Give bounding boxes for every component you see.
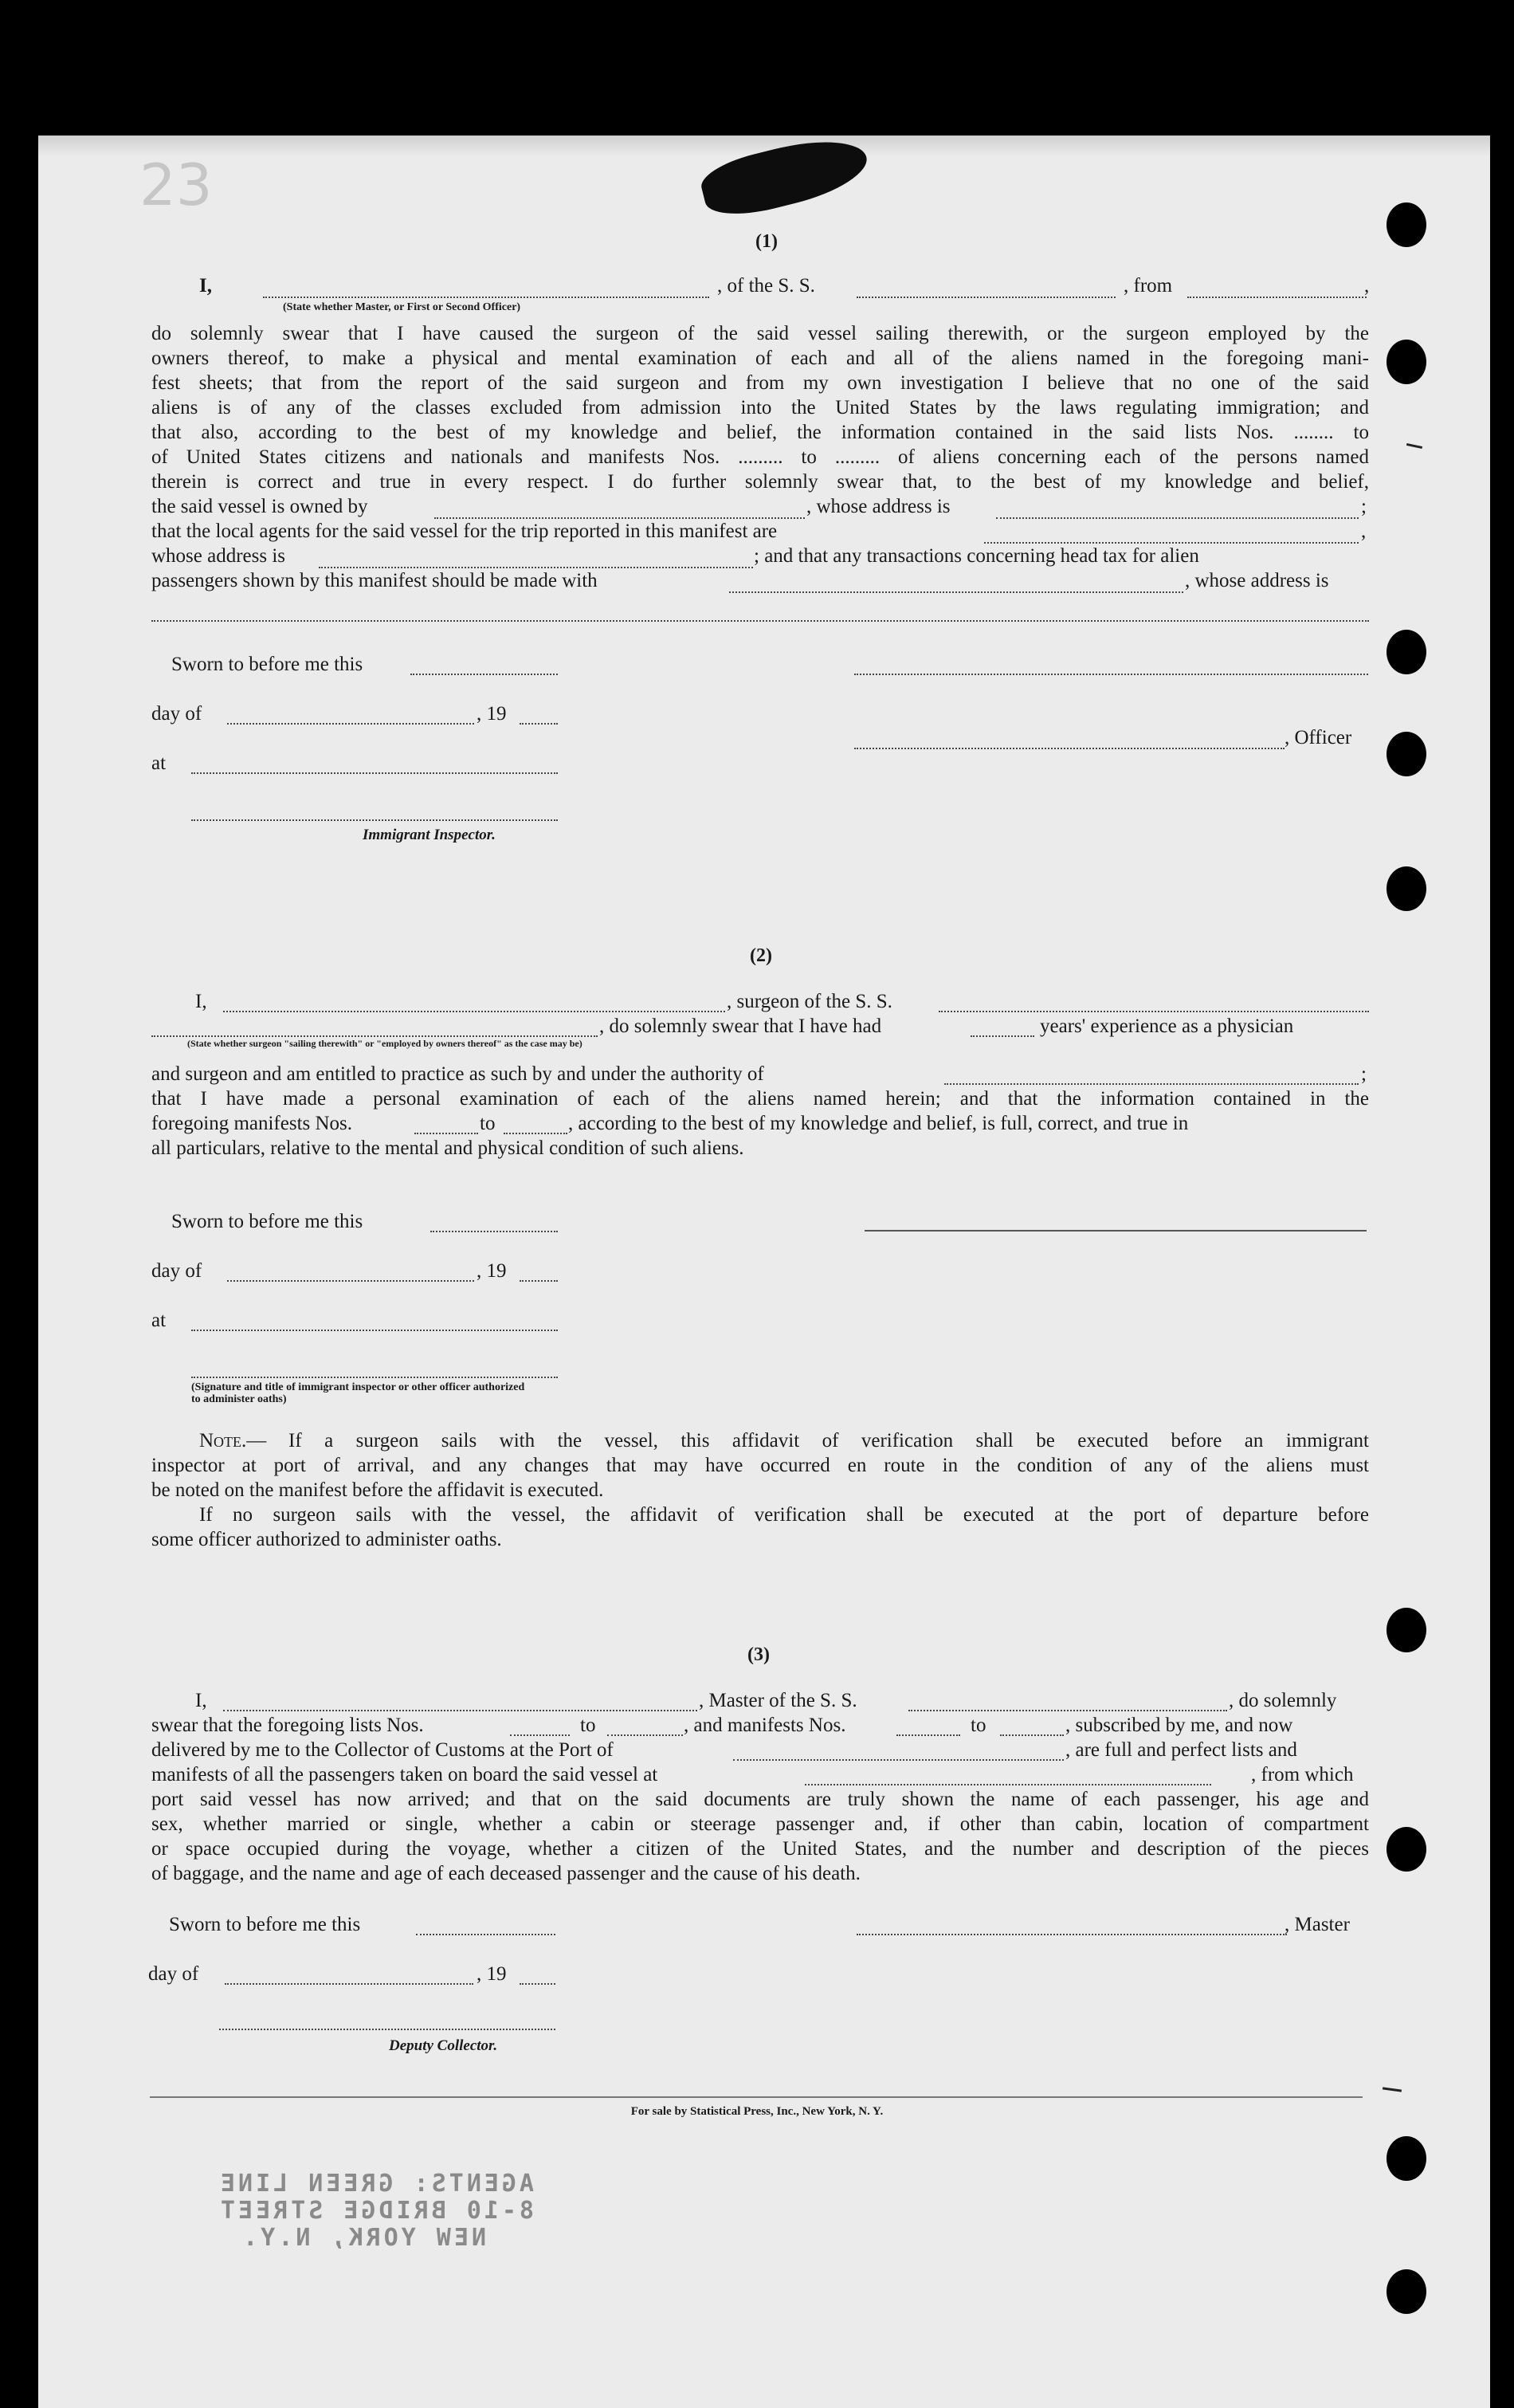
manifest-from-line: [414, 1133, 478, 1134]
practice-authority-label: and surgeon and am entitled to practice as such by and under the authority of: [151, 1063, 764, 1085]
owner-address-line: [996, 517, 1359, 519]
surgeon-initial: I,: [195, 991, 207, 1012]
subscribed-label: , subscribed by me, and now: [1065, 1715, 1293, 1736]
years-experience-label: years' experience as a physician: [1040, 1015, 1294, 1037]
note-line-1-text: If a surgeon sails with the vessel, this affidavit of verification shall be executed before an immigrant: [288, 1430, 1369, 1451]
foregoing-manifests-label: foregoing manifests Nos.: [151, 1113, 353, 1134]
s1-at-line: [191, 772, 558, 774]
of-the-ss-label: , of the S. S.: [717, 275, 815, 297]
agent-address-line: [319, 567, 753, 568]
note-label-text: Note.: [199, 1430, 247, 1451]
s3-day-of-line: [225, 1983, 473, 1985]
head-tax-address-line: [151, 620, 1369, 622]
s2-year-label: , 19: [477, 1260, 507, 1282]
s3-manifests-from-line: [896, 1734, 960, 1736]
s1-sworn-label: Sworn to before me this: [171, 654, 363, 675]
master-officer-note: (State whether Master, or First or Second Officer): [283, 301, 521, 313]
s3-year-line: [520, 1983, 555, 1985]
punch-hole: [1387, 1608, 1426, 1652]
note-line-4-text: If no surgeon sails with the vessel, the affidavit of verification shall be executed at the port of departure before: [199, 1504, 1369, 1526]
agent-stamp: [167, 2170, 534, 2252]
practice-authority-end: ;: [1361, 1063, 1367, 1085]
s1-line-5: that also, according to the best of my knowledge and belief, the information contained in the said lists Nos. ........ to: [151, 422, 1369, 443]
s2-day-of-label: day of: [151, 1260, 202, 1282]
surgeon-swear-label: , do solemnly swear that I have had: [599, 1015, 882, 1037]
s2-at-line: [191, 1330, 558, 1331]
stamp-line-3: NEW YORK, N.Y.: [240, 2224, 486, 2252]
s1-at-label: at: [151, 752, 167, 774]
owner-address-label: , whose address is: [806, 496, 951, 517]
embark-port-line: [805, 1784, 1211, 1785]
s1-line-2: owners thereof, to make a physical and mental examination of each and all of the aliens named in the foregoing mani-: [151, 348, 1369, 369]
note-dash: —: [246, 1430, 267, 1451]
embark-port-label: manifests of all the passengers taken on board the said vessel at: [151, 1764, 658, 1785]
s1-line-3: fest sheets; that from the report of the said surgeon and from my own investigation I believe that no one of the said: [151, 372, 1369, 394]
s3-lists-to-label: to: [580, 1715, 596, 1736]
punch-hole: [1387, 866, 1426, 911]
s2-at-label: at: [151, 1310, 167, 1331]
head-tax-label: ; and that any transactions concerning head tax for alien: [754, 545, 1199, 567]
local-agents-end: ,: [1361, 520, 1367, 542]
punch-hole: [1387, 2136, 1426, 2181]
owned-by-label: the said vessel is owned by: [151, 496, 368, 517]
s2-signature-line: [865, 1230, 1367, 1231]
s3-line-8: of baggage, and the name and age of each deceased passenger and the cause of his death.: [151, 1863, 861, 1884]
punch-hole: [1387, 630, 1426, 674]
vessel-name-line: [857, 297, 1116, 298]
s1-line-6: of United States citizens and nationals and manifests Nos. ......... to ......... of aliens concerning each of the persons named: [151, 446, 1369, 468]
s2-line-d: all particulars, relative to the mental and physical condition of such aliens.: [151, 1137, 744, 1159]
s2-day-of-line: [227, 1280, 474, 1282]
surgeon-status-line: [151, 1035, 598, 1037]
stamp-line-2: 8-10 BRIDGE STREET: [217, 2197, 534, 2225]
s3-lists-label: swear that the foregoing lists Nos.: [151, 1715, 424, 1736]
head-tax-address-label: , whose address is: [1185, 570, 1329, 591]
s2-line-b: that I have made a personal examination of each of the aliens named herein; and that the information contained in the: [151, 1088, 1369, 1110]
s2-sworn-line: [430, 1231, 558, 1232]
owner-line: [434, 517, 805, 519]
head-tax-contact-line: [729, 591, 1183, 593]
from-label: , from: [1124, 275, 1173, 297]
surgeon-status-note: (State whether surgeon "sailing therewith" or "employed by owners thereof" as the case may be): [187, 1038, 582, 1049]
s3-line-5: port said vessel has now arrived; and that on the said documents are truly shown the name of each passenger, his age and: [151, 1789, 1369, 1810]
printer-credit: For sale by Statistical Press, Inc., New York, N. Y.: [630, 2105, 884, 2118]
s3-manifests-label: , and manifests Nos.: [684, 1715, 846, 1736]
note-line-1: [288, 1430, 1369, 1452]
s2-year-line: [520, 1280, 558, 1282]
collector-port-label: delivered by me to the Collector of Customs at the Port of: [151, 1739, 614, 1761]
s1-sworn-line: [410, 674, 558, 675]
s1-day-of-label: day of: [151, 703, 202, 725]
officer-label: , Officer: [1285, 727, 1352, 748]
footer-rule: [150, 2096, 1363, 2098]
collector-port-line: [733, 1759, 1064, 1761]
punch-hole: [1387, 2269, 1426, 2314]
faint-page-number: 23: [139, 151, 213, 218]
punch-hole: [1387, 1827, 1426, 1872]
knowledge-belief-label: , according to the best of my knowledge and belief, is full, correct, and true in: [568, 1113, 1189, 1134]
agent-address-label: whose address is: [151, 545, 286, 567]
note-line-4: [199, 1504, 1369, 1526]
do-solemnly-label: , do solemnly: [1229, 1690, 1337, 1711]
s3-line-7: or space occupied during the voyage, whether a citizen of the United States, and the number and description of the pieces: [151, 1838, 1369, 1860]
owner-address-end: ;: [1361, 496, 1367, 517]
local-agents-label: that the local agents for the said vessel for the trip reported in this manifest are: [151, 520, 778, 542]
master-label: , Master: [1285, 1914, 1350, 1935]
manifest-to-line: [504, 1133, 567, 1134]
s3-sworn-line: [416, 1934, 555, 1935]
officer-name-line: [263, 297, 709, 298]
s1-year-label: , 19: [477, 703, 507, 725]
surgeon-vessel-line: [939, 1011, 1369, 1012]
note-line-2: inspector at port of arrival, and any changes that may have occurred en route in the condition of any of the aliens must: [151, 1455, 1369, 1476]
s3-day-of-label: day of: [148, 1963, 199, 1985]
deputy-collector-label: Deputy Collector.: [389, 2037, 498, 2054]
section-3-number: (3): [747, 1644, 770, 1665]
immigrant-inspector-label: Immigrant Inspector.: [363, 827, 496, 843]
s3-line-6: sex, whether married or single, whether a cabin or steerage passenger and, if other than cabin, location of compartment: [151, 1813, 1369, 1835]
note-line-5: some officer authorized to administer oaths.: [151, 1529, 502, 1550]
s1-line-4: aliens is of any of the classes excluded from admission into the United States by the laws regulating immigration; and: [151, 397, 1369, 418]
collector-signature-line: [219, 2029, 555, 2030]
section-2-number: (2): [750, 945, 772, 966]
punch-hole: [1387, 202, 1426, 247]
master-initial: I,: [195, 1690, 207, 1711]
s3-lists-from-line: [510, 1734, 570, 1736]
master-vessel-line: [908, 1710, 1227, 1711]
punch-hole: [1387, 340, 1426, 384]
s1-line-7: therein is correct and true in every respect. I do further solemnly swear that, to the best of my knowledge and belief,: [151, 471, 1369, 493]
s3-sworn-label: Sworn to before me this: [169, 1914, 361, 1935]
from-which-label: , from which: [1251, 1764, 1354, 1785]
practice-authority-line: [944, 1083, 1359, 1085]
from-comma: ,: [1364, 275, 1370, 297]
stamp-line-1: AGENTS: GREEN LINE: [217, 2170, 534, 2198]
surgeon-of-label: , surgeon of the S. S.: [727, 991, 892, 1012]
years-experience-line: [971, 1035, 1034, 1037]
officer-signature-line: [854, 748, 1285, 749]
perfect-lists-label: , are full and perfect lists and: [1065, 1739, 1297, 1761]
s2-signature-note: (Signature and title of immigrant inspector or other officer authorized to administer oaths): [191, 1381, 525, 1405]
from-port-line: [1187, 297, 1367, 298]
inspector-signature-line: [191, 819, 558, 821]
s1-year-line: [520, 723, 558, 725]
master-signature-line: [857, 1934, 1287, 1935]
note-line-3: be noted on the manifest before the affidavit is executed.: [151, 1479, 604, 1501]
punch-hole: [1387, 732, 1426, 776]
s3-manifests-to-label: to: [971, 1715, 986, 1736]
master-name-line: [223, 1710, 697, 1711]
note-label: [199, 1430, 266, 1452]
surgeon-name-line: [223, 1011, 725, 1012]
master-of-label: , Master of the S. S.: [699, 1690, 857, 1711]
officer-initial: I,: [199, 275, 212, 297]
s3-manifests-to-line: [1000, 1734, 1064, 1736]
s3-lists-to-line: [607, 1734, 683, 1736]
s1-line-1: do solemnly swear that I have caused the surgeon of the said vessel sailing therewith, or the surgeon employed by the: [151, 323, 1369, 344]
s1-signature-line: [854, 674, 1368, 675]
local-agents-line: [984, 542, 1359, 544]
s2-sworn-label: Sworn to before me this: [171, 1211, 363, 1232]
s1-day-of-line: [227, 723, 474, 725]
section-1-number: (1): [755, 231, 778, 252]
s2-inspector-signature-line: [191, 1377, 558, 1378]
passengers-head-tax-label: passengers shown by this manifest should be made with: [151, 570, 598, 591]
s3-year-label: , 19: [477, 1963, 507, 1985]
manifest-to-label: to: [480, 1113, 496, 1134]
